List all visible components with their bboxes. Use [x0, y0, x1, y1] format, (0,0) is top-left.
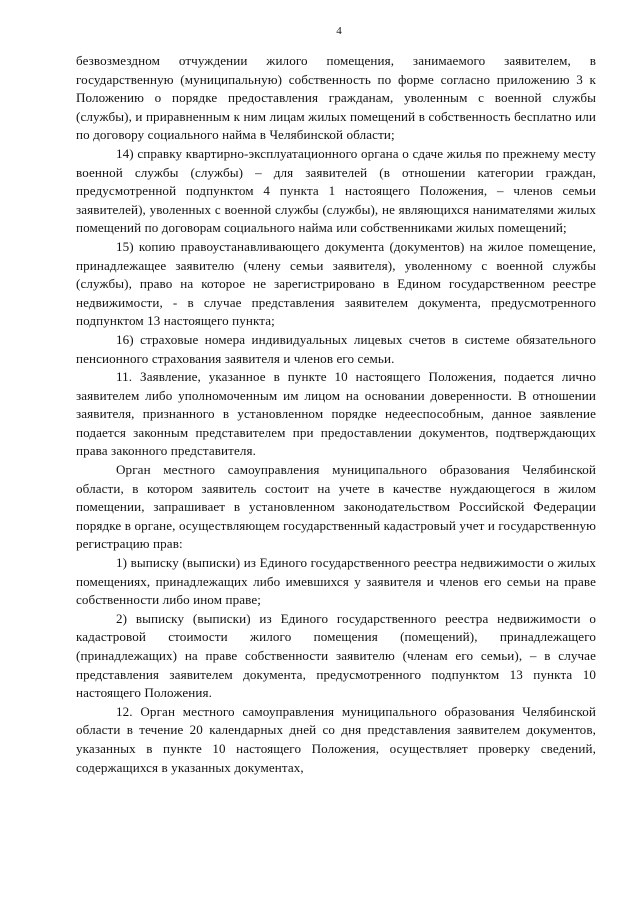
paragraph-item-16: 16) страховые номера индивидуальных лицевых счетов в системе обязательного пенсионного страхования заявителя и членов его семьи. — [76, 331, 596, 366]
document-page — [76, 24, 596, 884]
paragraph-subitem-2: 2) выписку (выписки) из Единого государственного реестра недвижимости о кадастровой стоимости жилого помещения (помещений), принадлежащего (принадлежащих) на праве собственности заявителю (членам его семьи), – в случае представления заявителем документа, предусмотренного подпунктом 13 пункта 10 настоящего Положения. — [76, 610, 596, 701]
page-number: 4 — [336, 25, 342, 37]
paragraph-item-14: 14) справку квартирно-эксплуатационного органа о сдаче жилья по прежнему месту военной службы (службы) – для заявителей (в отношении категории граждан, предусмотренной подпунктом 4 пункта 1 настоящего Положения, – членов семьи заявителей), уволенных с военной службы (службы), не являющихся нанимателями жилых помещений по договорам социального найма или собственниками жилых помещений; — [76, 145, 596, 236]
paragraph-item-15: 15) копию правоустанавливающего документа (документов) на жилое помещение, принадлежащее заявителю (члену семьи заявителя), уволенному с военной службы (службы), право на которое не зарегистрировано в Едином государственном реестре недвижимости, - в случае представления заявителем документа, предусмотренного подпунктом 13 настоящего пункта; — [76, 238, 596, 329]
paragraph-section-12: 12. Орган местного самоуправления муниципального образования Челябинской области в течение 20 календарных дней со дня представления заявителем документов, указанных в пункте 10 настоящего Положения, осуществляет проверку сведений, содержащихся в указанных документах, — [76, 703, 596, 775]
paragraph-continuation: безвозмездном отчуждении жилого помещения, занимаемого заявителем, в государственную (муниципальную) собственность по форме согласно приложению 3 к Положению о порядке предоставления гражданам, уволенным с военной службы (службы), и приравненным к ним лицам жилых помещений в собственность бесплатно или по договору социального найма в Челябинской области; — [76, 53, 596, 143]
paragraph-section-11: 11. Заявление, указанное в пункте 10 настоящего Положения, подается лично заявителем либо уполномоченным им лицом на основании доверенности. В отношении заявителя, признанного в установленном порядке недееспособным, данное заявление подается законным представителем при предоставлении документов, подтверждающих права законного представителя. — [76, 369, 596, 459]
paragraph-subitem-1: 1) выписку (выписки) из Единого государственного реестра недвижимости о жилых помещениях, принадлежащих либо имевшихся у заявителя и членов его семьи на праве собственности либо ином праве; — [76, 555, 596, 608]
paragraph-section-11-organ: Орган местного самоуправления муниципального образования Челябинской области, в котором заявитель состоит на учете в качестве нуждающегося в жилом помещении, запрашивает в установленном законодательством Российской Федерации порядке в органе, осуществляющем государственный кадастровый учет и государственную регистрацию прав: — [76, 462, 596, 552]
document-body — [76, 52, 596, 777]
